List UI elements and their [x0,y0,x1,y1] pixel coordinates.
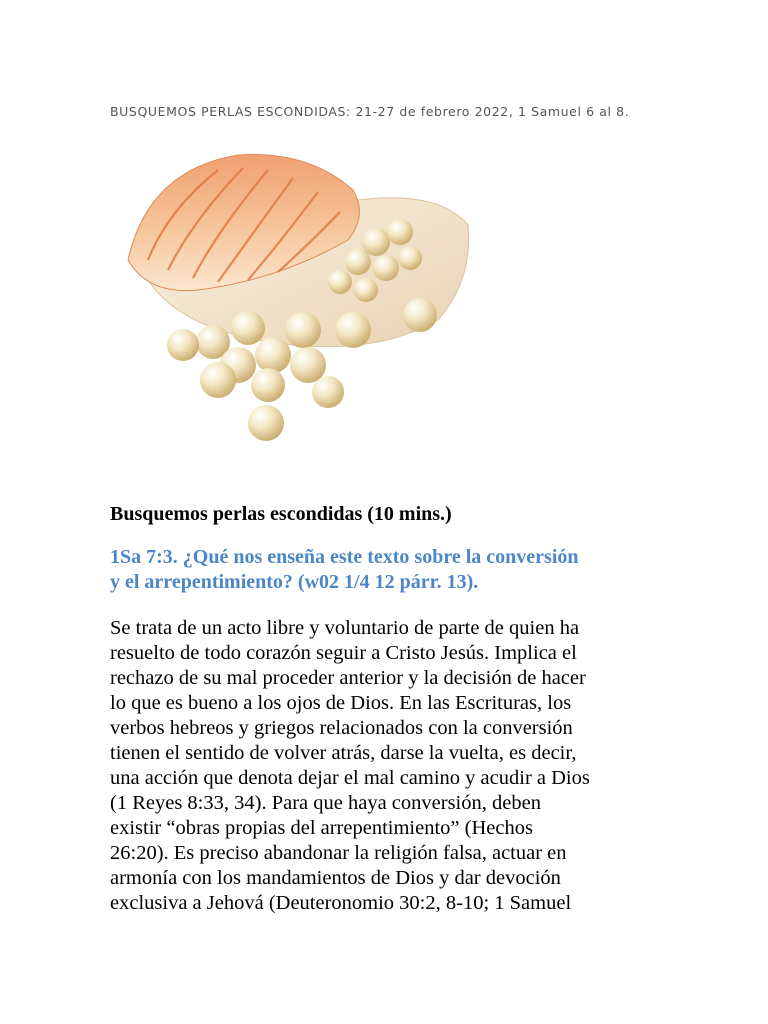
body-line: existir “obras propias del arrepentimiento” (Hechos [110,817,533,839]
section-title: Busquemos perlas escondidas (10 mins.) [110,503,452,525]
body-line: una acción que denota dejar el mal camino y acudir a Dios [110,767,590,789]
body-line: rechazo de su mal proceder anterior y la decisión de hacer [110,667,586,689]
body-line: exclusiva a Jehová (Deuteronomio 30:2, 8-10; 1 Samuel [110,892,572,914]
question-line: 1Sa 7:3. ¿Qué nos enseña este texto sobre la conversión [110,546,579,568]
body-line: tienen el sentido de volver atrás, darse la vuelta, es decir, [110,742,577,764]
body-line: (1 Reyes 8:33, 34). Para que haya conversión, deben [110,792,541,814]
body-paragraph [110,616,670,916]
study-question [110,545,670,595]
body-line: verbos hebreos y griegos relacionados con la conversión [110,717,573,739]
body-line: armonía con los mandamientos de Dios y dar devoción [110,867,561,889]
body-line: Se trata de un acto libre y voluntario de parte de quien ha [110,617,580,639]
page-header: BUSQUEMOS PERLAS ESCONDIDAS: 21-27 de febrero 2022, 1 Samuel 6 al 8. [110,104,630,119]
question-line: y el arrepentimiento? (w02 1/4 12 párr. 13). [110,571,479,593]
body-line: 26:20). Es preciso abandonar la religión falsa, actuar en [110,842,567,864]
body-line: lo que es bueno a los ojos de Dios. En las Escrituras, los [110,692,572,714]
pearl-oyster-shell-icon [108,130,498,485]
body-line: resuelto de todo corazón seguir a Cristo Jesús. Implica el [110,642,577,664]
